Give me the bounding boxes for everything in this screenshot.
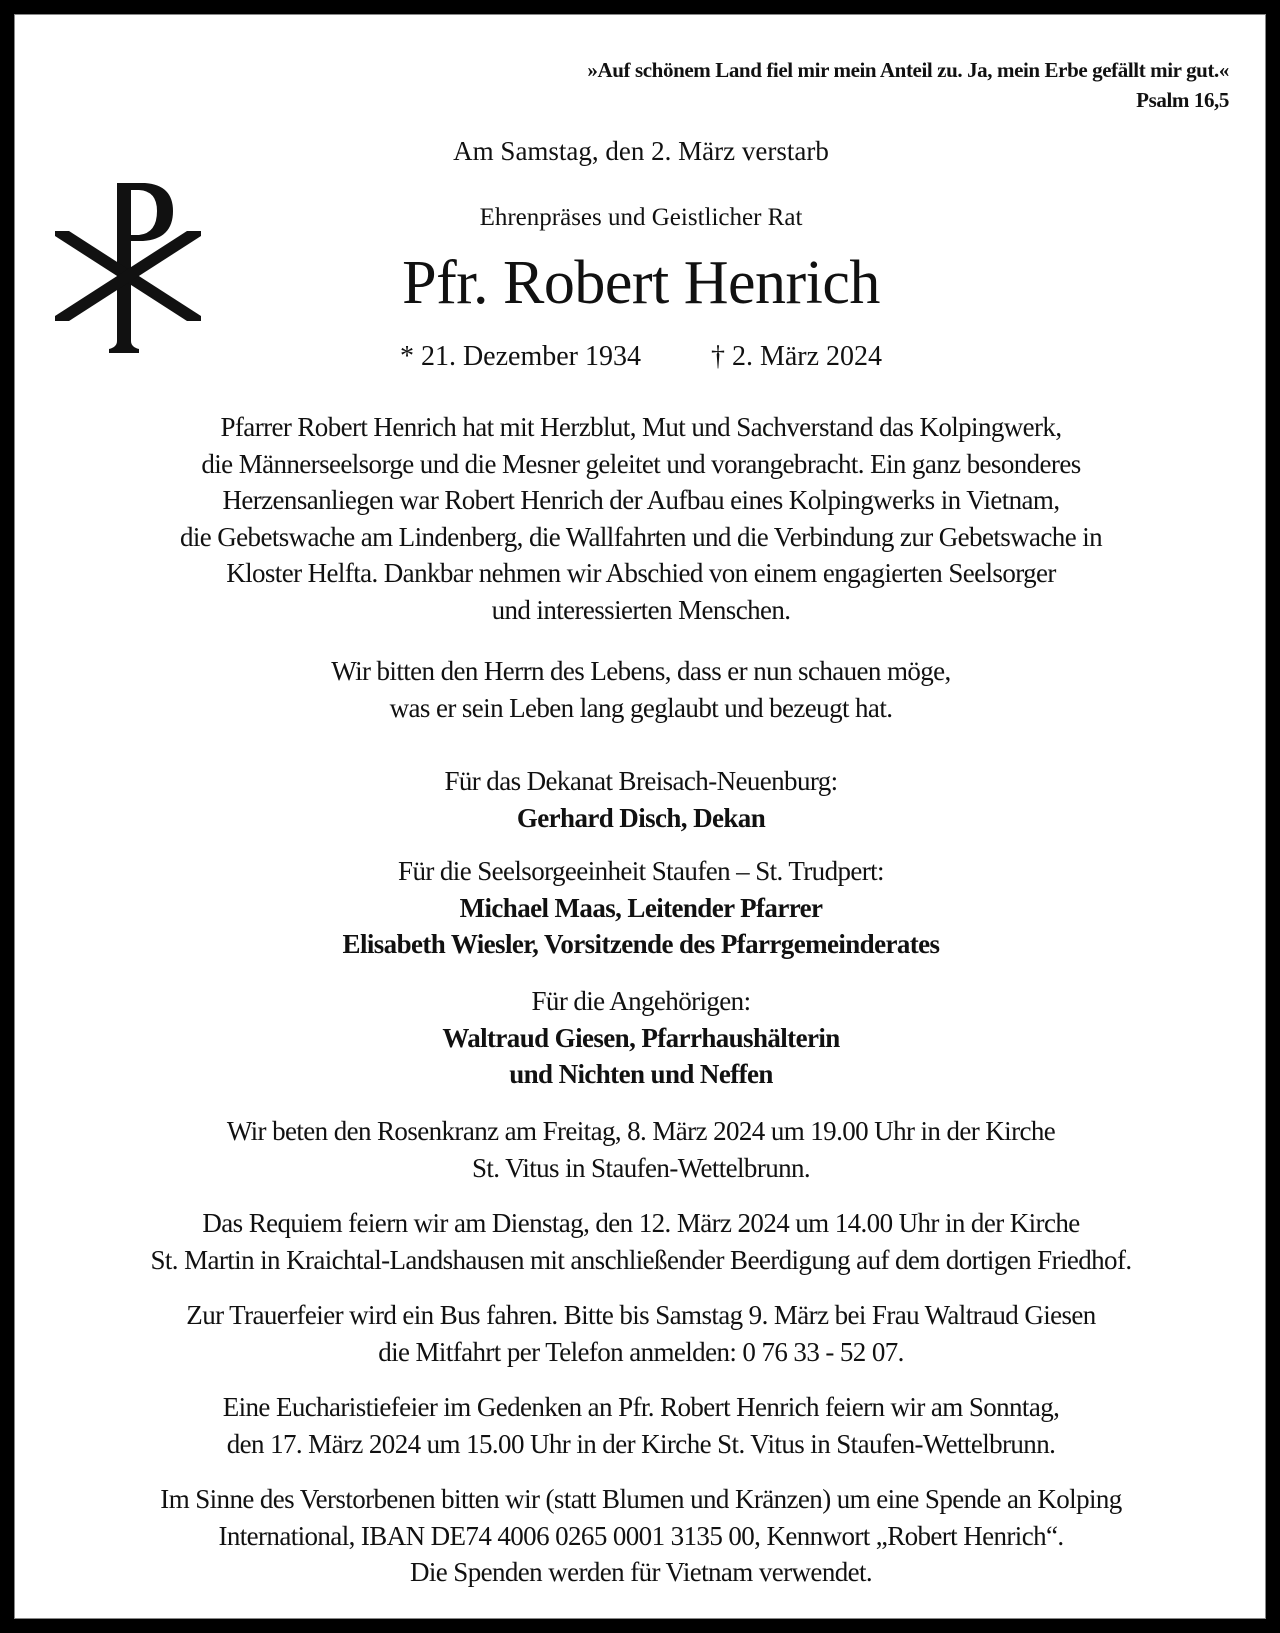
tribute-line: die Männerseelsorge und die Mesner geleitet und vorangebracht. Ein ganz besonderes — [201, 448, 1081, 479]
signatory-name: Gerhard Disch, Dekan — [516, 802, 766, 833]
rosary-notice — [15, 1113, 1267, 1186]
tribute-paragraph — [15, 409, 1267, 629]
bus-notice — [15, 1297, 1267, 1370]
eucharist-line: Eine Eucharistiefeier im Gedenken an Pfr. Robert Henrich feiern wir am Sonntag, — [222, 1392, 1060, 1422]
requiem-notice — [15, 1205, 1267, 1278]
prayer-paragraph — [15, 653, 1267, 726]
signatory-label: Für die Seelsorgeeinheit Staufen – St. Trudpert: — [398, 856, 884, 886]
signatory-name: Waltraud Giesen, Pfarrhaushälterin — [442, 1022, 840, 1053]
eucharist-notice — [15, 1389, 1267, 1462]
bus-line: die Mitfahrt per Telefon anmelden: 0 76 33 - 52 07. — [378, 1336, 904, 1367]
signatory-name: Elisabeth Wiesler, Vorsitzende des Pfarrgemeinderates — [342, 929, 940, 960]
death-date: † 2. März 2024 — [710, 341, 883, 372]
donation-line: Im Sinne des Verstorbenen bitten wir (statt Blumen und Kränzen) um eine Spende an Kolping — [160, 1484, 1122, 1514]
eucharist-line: den 17. März 2024 um 15.00 Uhr in der Kirche St. Vitus in Staufen-Wettelbrunn. — [226, 1428, 1056, 1459]
tribute-line: Herzensanliegen war Robert Henrich der Aufbau eines Kolpingwerks in Vietnam, — [222, 485, 1060, 516]
obituary-notice — [14, 14, 1266, 1619]
life-dates — [15, 337, 1267, 377]
rosary-line: Wir beten den Rosenkranz am Freitag, 8. März 2024 um 19.00 Uhr in der Kirche — [226, 1116, 1056, 1146]
quote-text: »Auf schönem Land fiel mir mein Anteil zu. Ja, mein Erbe gefällt mir gut.« — [587, 58, 1229, 82]
honorary-titles: Ehrenpräses und Geistlicher Rat — [479, 204, 803, 231]
prayer-line: was er sein Leben lang geglaubt und bezeugt hat. — [389, 692, 893, 723]
deceased-name: Pfr. Robert Henrich — [402, 249, 880, 317]
tribute-line: die Gebetswache am Lindenberg, die Wallfahrten und die Verbindung zur Gebetswache in — [179, 521, 1103, 552]
donation-line: Die Spenden werden für Vietnam verwendet. — [409, 1557, 873, 1588]
signatory-name: und Nichten und Neffen — [509, 1059, 773, 1090]
requiem-line: St. Martin in Kraichtal-Landshausen mit anschließender Beerdigung auf dem dortigen Friedhof. — [150, 1244, 1132, 1275]
psalm-quote — [587, 55, 1229, 115]
birth-date: * 21. Dezember 1934 — [399, 341, 641, 372]
tribute-line: und interessierten Menschen. — [491, 594, 791, 625]
bus-line: Zur Trauerfeier wird ein Bus fahren. Bitte bis Samstag 9. März bei Frau Waltraud Giesen — [186, 1300, 1096, 1330]
death-announcement: Am Samstag, den 2. März verstarb — [453, 136, 829, 166]
signatory-group-dekanat — [15, 763, 1267, 836]
tribute-line: Kloster Helfta. Dankbar nehmen wir Abschied von einem engagierten Seelsorger — [226, 558, 1056, 589]
signatory-group-family — [15, 983, 1267, 1093]
signatory-name: Michael Maas, Leitender Pfarrer — [459, 892, 823, 923]
rosary-line: St. Vitus in Staufen-Wettelbrunn. — [471, 1152, 811, 1183]
donation-notice — [15, 1481, 1267, 1591]
tribute-line: Pfarrer Robert Henrich hat mit Herzblut, Mut und Sachverstand das Kolpingwerk, — [220, 412, 1062, 442]
requiem-line: Das Requiem feiern wir am Dienstag, den 12. März 2024 um 14.00 Uhr in der Kirche — [202, 1208, 1080, 1238]
signatory-label: Für das Dekanat Breisach-Neuenburg: — [444, 766, 838, 796]
prayer-line: Wir bitten den Herrn des Lebens, dass er nun schauen möge, — [331, 656, 951, 686]
donation-line: International, IBAN DE74 4006 0265 0001 3135 00, Kennwort „Robert Henrich“. — [218, 1520, 1064, 1551]
quote-reference: Psalm 16,5 — [1136, 88, 1229, 112]
signatory-group-seelsorgeeinheit — [15, 853, 1267, 963]
signatory-label: Für die Angehörigen: — [531, 986, 751, 1016]
